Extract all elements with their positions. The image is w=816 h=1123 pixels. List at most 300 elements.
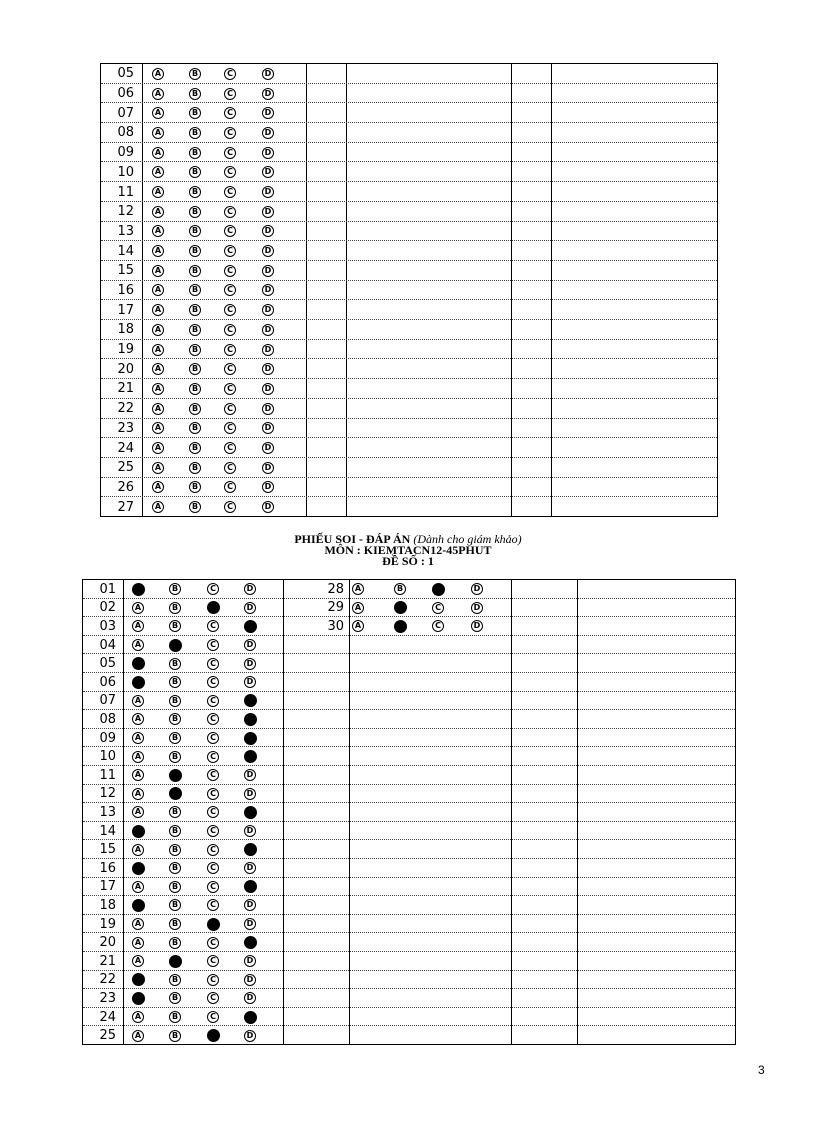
table-row: [83, 859, 735, 878]
table-row: [101, 359, 717, 379]
question-number: 16: [117, 282, 134, 298]
option-c-bubble: C: [224, 245, 236, 257]
table-row: [83, 878, 735, 897]
option-c-bubble: C: [224, 363, 236, 375]
option-c-bubble: C: [224, 422, 236, 434]
option-c-bubble: C: [207, 695, 219, 707]
option-a-selected: [132, 973, 145, 986]
table-row: [83, 915, 735, 934]
option-b-selected: [169, 955, 182, 968]
option-a-bubble: A: [132, 695, 144, 707]
option-d-bubble: D: [262, 363, 274, 375]
option-d-bubble: D: [262, 383, 274, 395]
option-a-bubble: A: [152, 481, 164, 493]
option-b-bubble: B: [189, 344, 201, 356]
question-number: 28: [327, 581, 344, 597]
option-d-bubble: D: [262, 127, 274, 139]
option-a-bubble: A: [132, 918, 144, 930]
option-c-bubble: C: [207, 862, 219, 874]
top-answer-grid: [100, 63, 718, 517]
question-number: 15: [117, 263, 134, 279]
option-d-bubble: D: [471, 583, 483, 595]
table-row: [101, 300, 717, 320]
question-number: 16: [99, 860, 116, 876]
option-b-bubble: B: [169, 583, 181, 595]
table-row: [101, 182, 717, 202]
option-b-bubble: B: [189, 501, 201, 513]
option-a-bubble: A: [132, 881, 144, 893]
option-d-bubble: D: [471, 620, 483, 632]
option-a-selected: [132, 992, 145, 1005]
question-number: 18: [117, 322, 134, 338]
option-c-bubble: C: [207, 974, 219, 986]
option-c-bubble: C: [207, 788, 219, 800]
table-row: [83, 952, 735, 971]
option-d-bubble: D: [244, 788, 256, 800]
option-c-bubble: C: [224, 344, 236, 356]
option-d-bubble: D: [262, 88, 274, 100]
table-row: [83, 1008, 735, 1027]
option-d-bubble: D: [262, 225, 274, 237]
option-d-bubble: D: [244, 769, 256, 781]
option-b-selected: [169, 787, 182, 800]
option-a-bubble: A: [352, 583, 364, 595]
table-row: [83, 822, 735, 841]
option-b-bubble: B: [189, 206, 201, 218]
option-b-bubble: B: [169, 1030, 181, 1042]
table-row: [83, 840, 735, 859]
option-a-bubble: A: [132, 788, 144, 800]
question-number: 06: [117, 86, 134, 102]
question-number: 23: [99, 991, 116, 1006]
table-row: [101, 419, 717, 439]
option-d-bubble: D: [244, 974, 256, 986]
option-c-bubble: C: [207, 732, 219, 744]
option-b-bubble: B: [189, 147, 201, 159]
option-d-bubble: D: [262, 422, 274, 434]
option-c-bubble: C: [207, 639, 219, 651]
option-a-bubble: A: [132, 769, 144, 781]
question-number: 26: [117, 479, 134, 495]
question-number: 23: [117, 420, 134, 436]
option-a-selected: [132, 899, 145, 912]
option-c-bubble: C: [224, 88, 236, 100]
question-number: 25: [99, 1028, 116, 1044]
table-row: [83, 766, 735, 785]
option-d-bubble: D: [471, 602, 483, 614]
option-d-bubble: D: [262, 284, 274, 296]
question-number: 10: [99, 749, 116, 765]
table-row: [83, 729, 735, 748]
table-row: [83, 710, 735, 729]
table-row: [83, 617, 735, 636]
question-number: 11: [99, 767, 116, 783]
option-c-selected: [432, 583, 445, 596]
option-d-bubble: D: [262, 324, 274, 336]
option-b-bubble: B: [189, 88, 201, 100]
question-number: 17: [117, 302, 134, 318]
option-b-bubble: B: [169, 732, 181, 744]
question-number: 19: [117, 342, 134, 358]
option-b-selected: [169, 769, 182, 782]
option-a-bubble: A: [152, 68, 164, 80]
table-row: [101, 399, 717, 419]
option-a-bubble: A: [152, 462, 164, 474]
table-row: [83, 785, 735, 804]
option-d-bubble: D: [262, 481, 274, 493]
option-d-bubble: D: [262, 442, 274, 454]
question-number: 18: [99, 898, 116, 913]
option-c-bubble: C: [224, 166, 236, 178]
option-b-bubble: B: [189, 324, 201, 336]
sheet-title: PHIẾU SOI - ĐÁP ÁN (Dành cho giám khảo): [294, 532, 522, 546]
option-a-bubble: A: [132, 1030, 144, 1042]
subject-line: MÔN : KIEMTACN12-45PHUT: [324, 543, 492, 557]
option-b-bubble: B: [189, 383, 201, 395]
option-d-selected: [244, 936, 257, 949]
option-c-bubble: C: [207, 620, 219, 632]
option-a-bubble: A: [132, 639, 144, 651]
option-d-bubble: D: [262, 147, 274, 159]
option-a-bubble: A: [152, 304, 164, 316]
table-row: [83, 747, 735, 766]
table-row: [83, 803, 735, 822]
option-d-bubble: D: [262, 344, 274, 356]
question-number: 12: [99, 786, 116, 802]
option-a-bubble: A: [132, 937, 144, 949]
answer-key-grid: [82, 579, 736, 1045]
option-d-bubble: D: [262, 186, 274, 198]
option-d-bubble: D: [244, 658, 256, 670]
option-d-bubble: D: [262, 166, 274, 178]
option-d-selected: [244, 713, 257, 726]
option-c-bubble: C: [224, 462, 236, 474]
option-a-bubble: A: [152, 206, 164, 218]
option-d-bubble: D: [244, 639, 256, 651]
option-a-bubble: A: [132, 955, 144, 967]
table-row: [101, 261, 717, 281]
option-a-selected: [132, 583, 145, 596]
option-b-bubble: B: [189, 186, 201, 198]
table-row: [83, 599, 735, 618]
option-c-bubble: C: [207, 955, 219, 967]
option-a-bubble: A: [152, 501, 164, 513]
table-row: [83, 933, 735, 952]
option-c-bubble: C: [207, 751, 219, 763]
option-c-bubble: C: [207, 583, 219, 595]
table-row: [83, 673, 735, 692]
option-b-bubble: B: [189, 304, 201, 316]
option-b-bubble: B: [189, 265, 201, 277]
question-number: 09: [117, 145, 134, 161]
option-d-bubble: D: [262, 403, 274, 415]
question-number: 05: [99, 656, 116, 672]
option-b-bubble: B: [169, 918, 181, 930]
table-row: [101, 478, 717, 498]
option-b-selected: [394, 601, 407, 614]
option-d-bubble: D: [262, 462, 274, 474]
option-a-bubble: A: [152, 324, 164, 336]
option-c-bubble: C: [224, 186, 236, 198]
table-row: [83, 580, 735, 599]
table-row: [101, 497, 717, 517]
option-b-bubble: B: [189, 481, 201, 493]
option-c-bubble: C: [207, 806, 219, 818]
option-b-bubble: B: [169, 602, 181, 614]
option-b-bubble: B: [189, 68, 201, 80]
question-number: 06: [99, 674, 116, 690]
page-number: 3: [758, 1063, 765, 1077]
option-a-bubble: A: [132, 844, 144, 856]
table-row: [101, 143, 717, 163]
option-c-bubble: C: [224, 107, 236, 119]
option-b-bubble: B: [169, 676, 181, 688]
option-c-bubble: C: [207, 769, 219, 781]
table-row: [83, 971, 735, 990]
option-a-bubble: A: [132, 1011, 144, 1023]
question-number: 30: [327, 619, 344, 634]
option-d-bubble: D: [244, 992, 256, 1004]
option-d-bubble: D: [244, 676, 256, 688]
question-number: 15: [99, 842, 116, 858]
option-b-bubble: B: [169, 620, 181, 632]
question-number: 08: [99, 712, 116, 727]
option-d-bubble: D: [262, 304, 274, 316]
option-c-bubble: C: [224, 383, 236, 395]
option-c-bubble: C: [207, 825, 219, 837]
option-b-bubble: B: [189, 225, 201, 237]
table-row: [101, 281, 717, 301]
question-number: 02: [99, 600, 116, 616]
option-b-bubble: B: [189, 127, 201, 139]
table-row: [101, 103, 717, 123]
table-row: [101, 438, 717, 458]
option-a-bubble: A: [132, 732, 144, 744]
option-b-bubble: B: [189, 107, 201, 119]
table-row: [83, 1026, 735, 1045]
table-row: [83, 896, 735, 915]
question-number: 20: [117, 361, 134, 377]
table-row: [101, 123, 717, 143]
question-number: 21: [99, 953, 116, 969]
option-a-selected: [132, 825, 145, 838]
question-number: 22: [117, 401, 134, 417]
option-d-selected: [244, 732, 257, 745]
option-a-bubble: A: [152, 344, 164, 356]
option-a-bubble: A: [152, 363, 164, 375]
question-number: 12: [117, 204, 134, 220]
option-a-bubble: A: [132, 713, 144, 725]
option-a-selected: [132, 862, 145, 875]
option-c-bubble: C: [224, 68, 236, 80]
question-number: 19: [99, 916, 116, 932]
option-d-selected: [244, 806, 257, 819]
option-c-bubble: C: [207, 899, 219, 911]
option-b-bubble: B: [189, 363, 201, 375]
table-row: [83, 989, 735, 1008]
option-d-selected: [244, 694, 257, 707]
option-b-bubble: B: [169, 695, 181, 707]
option-b-bubble: B: [169, 899, 181, 911]
table-row: [83, 636, 735, 655]
option-c-bubble: C: [207, 1011, 219, 1023]
option-a-bubble: A: [352, 620, 364, 632]
option-c-bubble: C: [224, 127, 236, 139]
question-number: 03: [99, 619, 116, 634]
option-b-bubble: B: [189, 462, 201, 474]
table-row: [101, 222, 717, 242]
option-b-bubble: B: [169, 806, 181, 818]
option-c-bubble: C: [224, 265, 236, 277]
table-row: [101, 84, 717, 104]
option-b-bubble: B: [189, 442, 201, 454]
table-row: [101, 458, 717, 478]
option-a-bubble: A: [132, 620, 144, 632]
option-d-bubble: D: [262, 265, 274, 277]
option-b-bubble: B: [169, 713, 181, 725]
option-b-selected: [169, 639, 182, 652]
option-c-bubble: C: [207, 937, 219, 949]
question-number: 24: [99, 1009, 116, 1025]
option-a-bubble: A: [152, 422, 164, 434]
option-d-bubble: D: [244, 862, 256, 874]
option-d-bubble: D: [244, 918, 256, 930]
option-c-selected: [207, 601, 220, 614]
option-b-bubble: B: [169, 974, 181, 986]
question-number: 17: [99, 879, 116, 895]
option-a-bubble: A: [152, 166, 164, 178]
question-number: 04: [99, 637, 116, 653]
option-a-bubble: A: [132, 751, 144, 763]
option-d-selected: [244, 1011, 257, 1024]
option-a-bubble: A: [152, 245, 164, 257]
option-b-bubble: B: [169, 862, 181, 874]
option-d-bubble: D: [244, 825, 256, 837]
question-number: 14: [99, 823, 116, 839]
option-b-bubble: B: [189, 166, 201, 178]
option-c-bubble: C: [432, 620, 444, 632]
option-c-bubble: C: [224, 501, 236, 513]
option-d-bubble: D: [262, 245, 274, 257]
question-number: 14: [117, 243, 134, 259]
option-b-bubble: B: [169, 844, 181, 856]
option-b-bubble: B: [169, 992, 181, 1004]
option-a-bubble: A: [152, 147, 164, 159]
option-c-bubble: C: [207, 992, 219, 1004]
option-d-bubble: D: [262, 68, 274, 80]
question-number: 24: [117, 440, 134, 456]
option-a-bubble: A: [152, 383, 164, 395]
question-number: 22: [99, 972, 116, 988]
option-a-bubble: A: [152, 127, 164, 139]
option-d-selected: [244, 880, 257, 893]
option-d-bubble: D: [262, 206, 274, 218]
option-d-bubble: D: [244, 899, 256, 911]
option-c-bubble: C: [207, 676, 219, 688]
option-b-bubble: B: [189, 284, 201, 296]
table-row: [83, 692, 735, 711]
table-row: [101, 202, 717, 222]
question-number: 21: [117, 381, 134, 397]
table-row: [101, 379, 717, 399]
option-c-bubble: C: [224, 304, 236, 316]
option-d-bubble: D: [244, 583, 256, 595]
option-d-bubble: D: [244, 1030, 256, 1042]
question-number: 27: [117, 499, 134, 515]
option-b-bubble: B: [169, 1011, 181, 1023]
table-row: [101, 320, 717, 340]
option-d-selected: [244, 750, 257, 763]
option-c-selected: [207, 1029, 220, 1042]
question-number: 10: [117, 164, 134, 180]
option-a-bubble: A: [152, 442, 164, 454]
option-b-selected: [394, 620, 407, 633]
option-b-bubble: B: [169, 751, 181, 763]
option-c-bubble: C: [224, 324, 236, 336]
option-d-bubble: D: [244, 602, 256, 614]
option-a-bubble: A: [152, 107, 164, 119]
question-number: 07: [99, 693, 116, 709]
option-a-bubble: A: [152, 265, 164, 277]
table-row: [83, 654, 735, 673]
table-row: [101, 162, 717, 182]
option-c-bubble: C: [224, 147, 236, 159]
option-c-bubble: C: [224, 442, 236, 454]
option-c-bubble: C: [224, 284, 236, 296]
option-c-bubble: C: [432, 602, 444, 614]
question-number: 20: [99, 935, 116, 951]
option-a-bubble: A: [132, 806, 144, 818]
question-number: 08: [117, 125, 134, 141]
exam-code-line: ĐỀ SỐ : 1: [382, 554, 434, 568]
option-a-bubble: A: [152, 225, 164, 237]
question-number: 05: [117, 66, 134, 82]
option-a-selected: [132, 676, 145, 689]
table-row: [101, 241, 717, 261]
option-b-bubble: B: [169, 658, 181, 670]
option-d-selected: [244, 620, 257, 633]
question-number: 25: [117, 460, 134, 476]
option-b-bubble: B: [189, 403, 201, 415]
option-a-bubble: A: [152, 88, 164, 100]
table-row: [101, 340, 717, 360]
question-number: 01: [99, 581, 116, 597]
option-d-bubble: D: [244, 955, 256, 967]
option-c-bubble: C: [224, 481, 236, 493]
option-b-bubble: B: [394, 583, 406, 595]
option-a-bubble: A: [152, 186, 164, 198]
option-a-bubble: A: [152, 284, 164, 296]
option-a-bubble: A: [132, 602, 144, 614]
question-number: 29: [327, 600, 344, 616]
option-c-bubble: C: [224, 403, 236, 415]
option-a-bubble: A: [152, 403, 164, 415]
option-c-bubble: C: [224, 225, 236, 237]
option-a-bubble: A: [352, 602, 364, 614]
question-number: 13: [99, 805, 116, 820]
option-d-selected: [244, 843, 257, 856]
option-b-bubble: B: [169, 937, 181, 949]
question-number: 09: [99, 730, 116, 746]
option-c-bubble: C: [207, 881, 219, 893]
option-b-bubble: B: [169, 881, 181, 893]
option-d-bubble: D: [262, 501, 274, 513]
table-row: [101, 64, 717, 84]
option-d-bubble: D: [262, 107, 274, 119]
question-number: 07: [117, 105, 134, 121]
option-c-selected: [207, 918, 220, 931]
option-b-bubble: B: [189, 245, 201, 257]
